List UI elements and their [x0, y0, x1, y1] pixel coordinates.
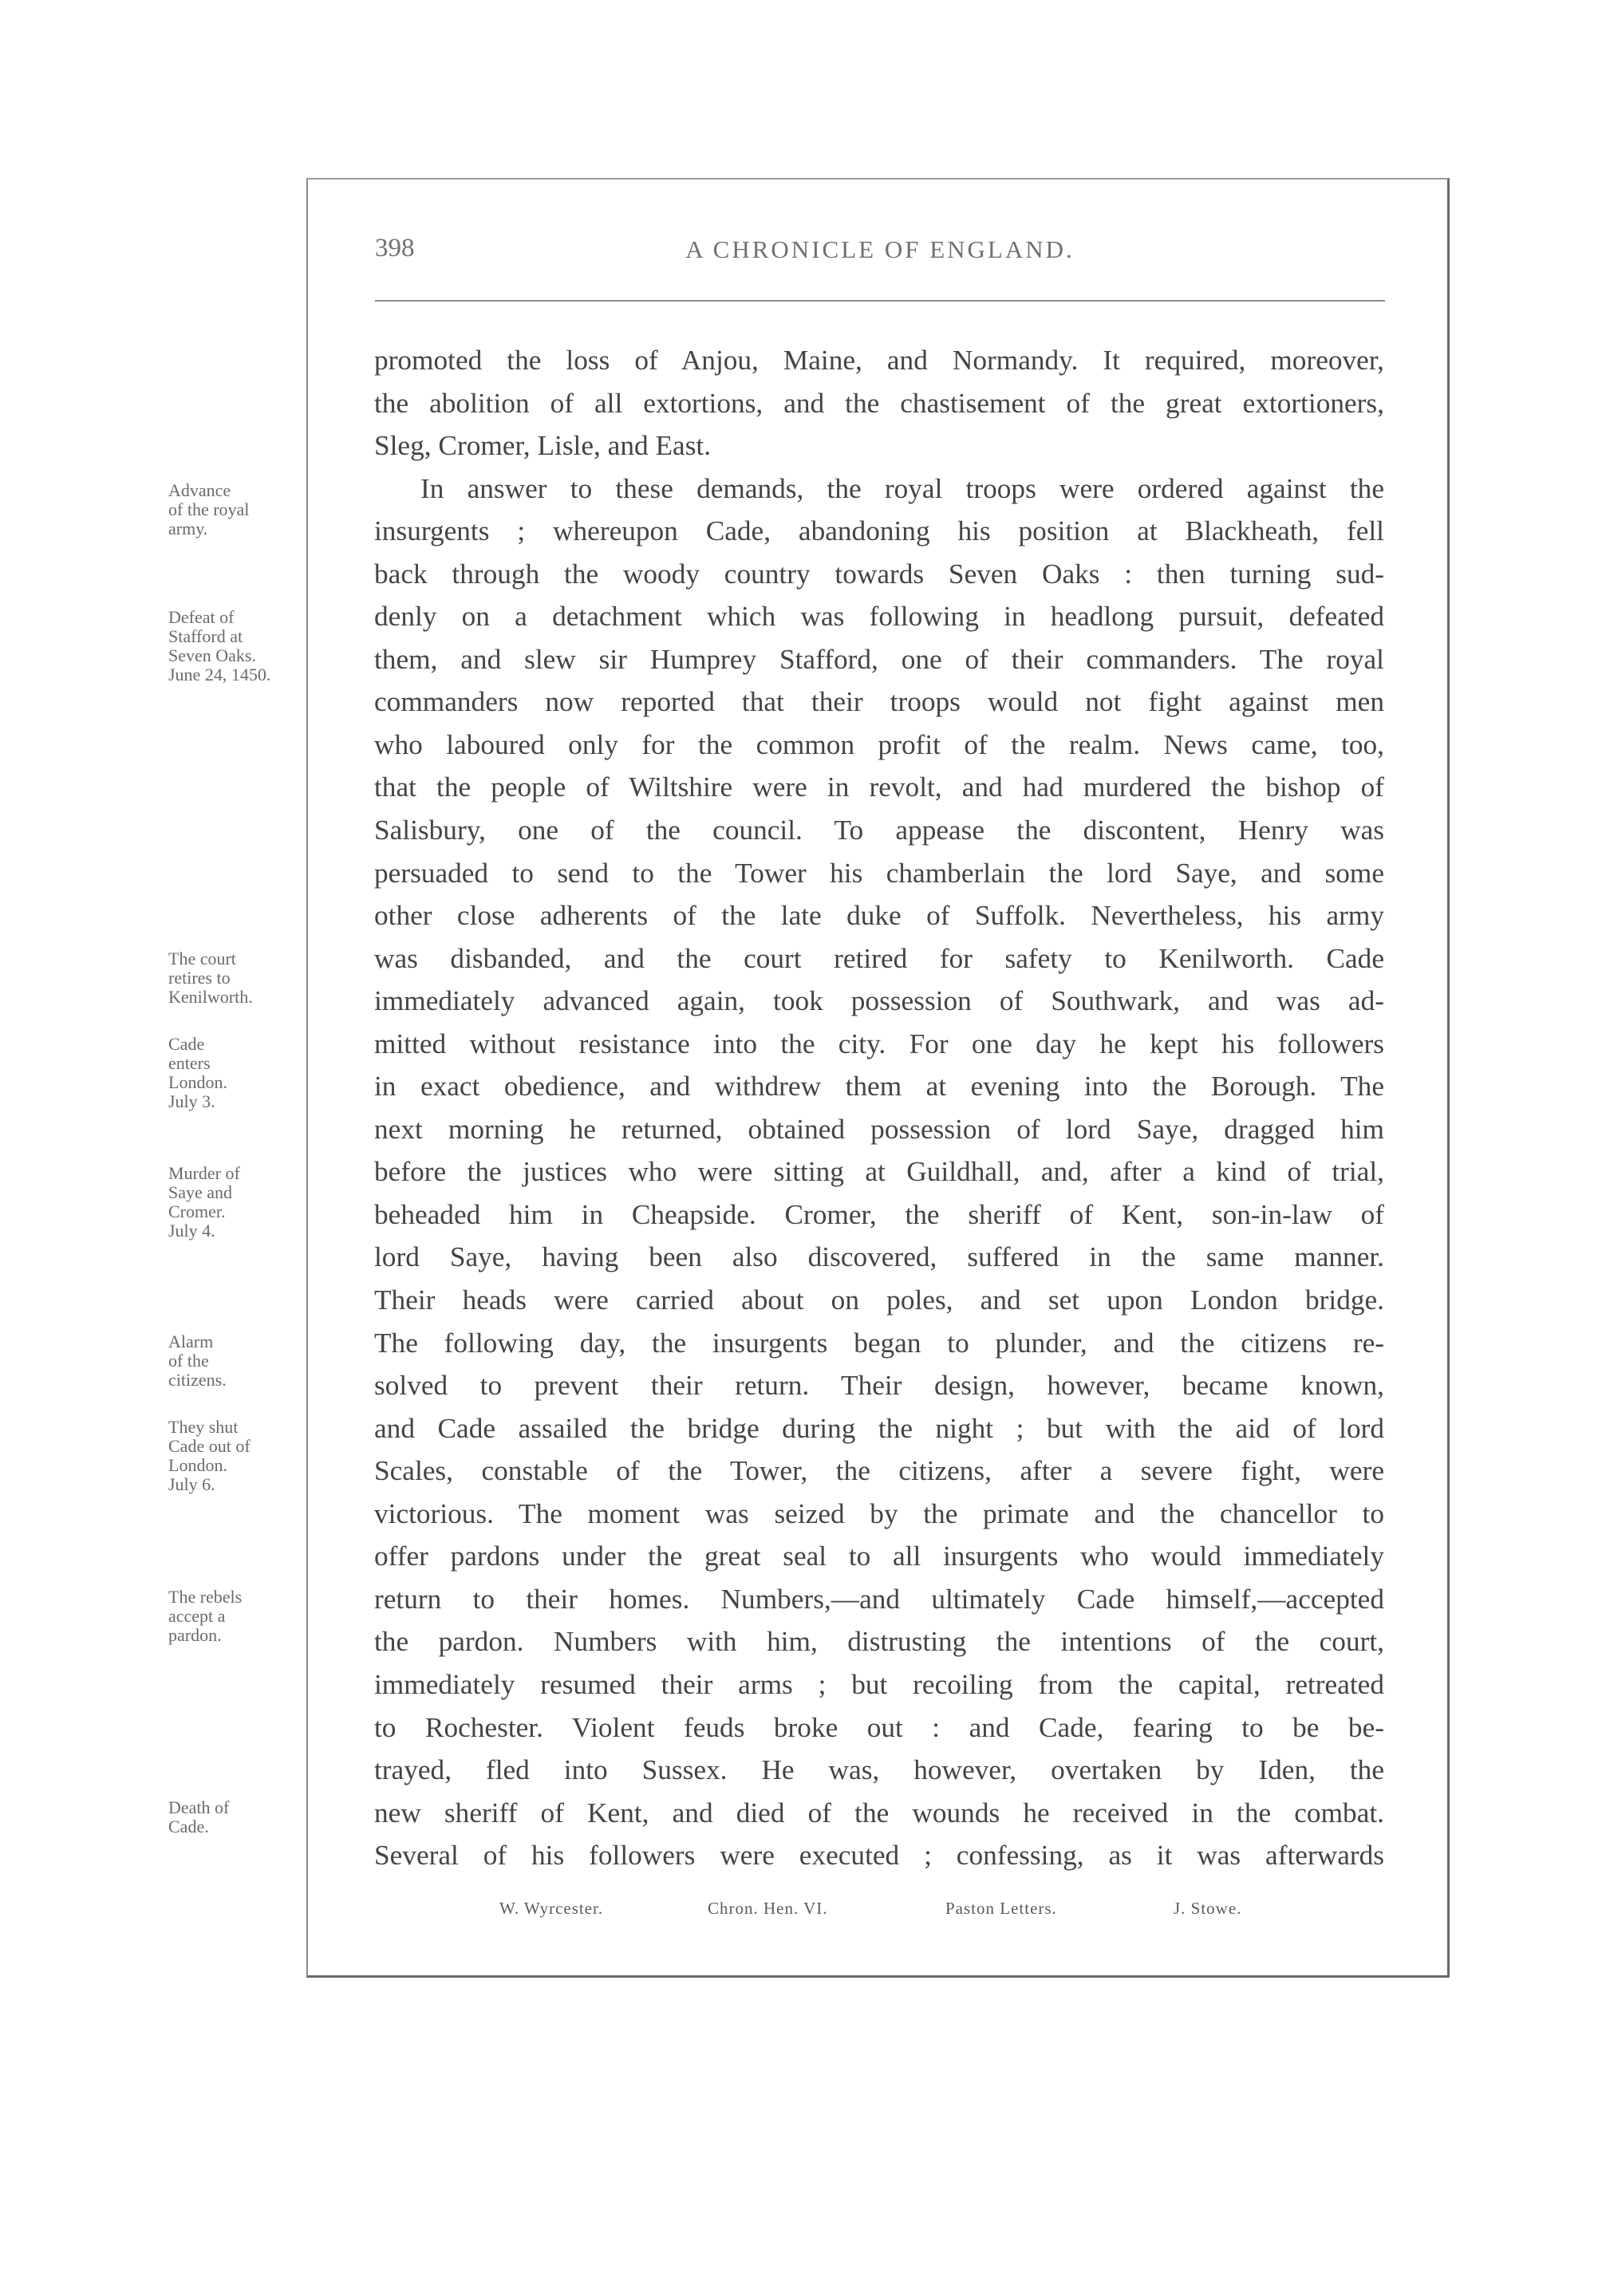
- body-line: solved to prevent their return. Their design, however, became known,: [374, 1370, 1384, 1402]
- body-line: the pardon. Numbers with him, distrusting the intentions of the court,: [374, 1626, 1384, 1658]
- margin-note-advance: Advance of the royal army.: [168, 480, 250, 538]
- body-line: lord Saye, having been also discovered, suffered in the same manner.: [374, 1241, 1384, 1273]
- body-line: other close adherents of the late duke of Suffolk. Nevertheless, his army: [374, 900, 1384, 932]
- margin-note-death-of-cade: Death of Cade.: [168, 1797, 230, 1836]
- body-line: denly on a detachment which was following in headlong pursuit, defeated: [374, 601, 1384, 633]
- body-line: to Rochester. Violent feuds broke out : and Cade, fearing to be be-: [374, 1711, 1384, 1743]
- margin-note-cade-enters-london: Cade enters London. July 3.: [168, 1034, 227, 1111]
- body-line: trayed, fled into Sussex. He was, however, overtaken by Iden, the: [374, 1754, 1384, 1786]
- body-line: victorious. The moment was seized by the primate and the chancellor to: [374, 1497, 1384, 1529]
- body-line: beheaded him in Cheapside. Cromer, the sheriff of Kent, son-in-law of: [374, 1198, 1384, 1230]
- body-line: next morning he returned, obtained possession of lord Saye, dragged him: [374, 1113, 1384, 1145]
- body-line: In answer to these demands, the royal troops were ordered against the: [420, 472, 1384, 504]
- body-line: that the people of Wiltshire were in revolt, and had murdered the bishop of: [374, 771, 1384, 803]
- source-citation: W. Wyrcester.: [499, 1899, 604, 1918]
- body-line: who laboured only for the common profit of the realm. News came, too,: [374, 728, 1384, 760]
- page-header: [375, 234, 1385, 269]
- margin-note-they-shut-cade-out: They shut Cade out of London. July 6.: [168, 1417, 251, 1494]
- body-line: commanders now reported that their troops would not fight against men: [374, 686, 1384, 718]
- body-line: new sheriff of Kent, and died of the wounds he received in the combat.: [374, 1797, 1384, 1829]
- margin-note-defeat-of-stafford: Defeat of Stafford at Seven Oaks. June 24, 1450.: [168, 607, 271, 684]
- page-number: 398: [375, 234, 415, 262]
- source-citation: Paston Letters.: [945, 1899, 1057, 1918]
- body-line: offer pardons under the great seal to all insurgents who would immediately: [374, 1541, 1384, 1572]
- margin-note-court-retires: The court retires to Kenilworth.: [168, 949, 253, 1007]
- body-line: Salisbury, one of the council. To appease the discontent, Henry was: [374, 815, 1384, 846]
- body-line: the abolition of all extortions, and the chastisement of the great extortioners,: [374, 387, 1384, 419]
- body-line: immediately resumed their arms ; but recoiling from the capital, retreated: [374, 1668, 1384, 1700]
- body-line: Sleg, Cromer, Lisle, and East.: [374, 430, 712, 462]
- body-line: was disbanded, and the court retired for safety to Kenilworth. Cade: [374, 942, 1384, 974]
- body-line: persuaded to send to the Tower his chamberlain the lord Saye, and some: [374, 857, 1384, 889]
- running-title: A CHRONICLE OF ENGLAND.: [685, 235, 1075, 263]
- body-line: Several of his followers were executed ; confessing, as it was afterwards: [374, 1840, 1384, 1872]
- source-citation: Chron. Hen. VI.: [708, 1899, 828, 1918]
- header-rule: [375, 300, 1385, 302]
- body-line: back through the woody country towards Seven Oaks : then turning sud-: [374, 558, 1384, 590]
- body-line: return to their homes. Numbers,—and ultimately Cade himself,—accepted: [374, 1583, 1384, 1615]
- body-line: Their heads were carried about on poles, and set upon London bridge.: [374, 1284, 1384, 1316]
- body-line: insurgents ; whereupon Cade, abandoning his position at Blackheath, fell: [374, 515, 1384, 547]
- source-citation: J. Stowe.: [1174, 1899, 1242, 1918]
- body-line: them, and slew sir Humprey Stafford, one of their commanders. The royal: [374, 643, 1384, 675]
- source-citations: [0, 1899, 1598, 1923]
- margin-note-rebels-accept-pardon: The rebels accept a pardon.: [168, 1587, 243, 1645]
- body-line: mitted without resistance into the city. For one day he kept his followers: [374, 1028, 1384, 1059]
- body-line: The following day, the insurgents began to plunder, and the citizens re-: [374, 1327, 1384, 1359]
- body-line: Scales, constable of the Tower, the citizens, after a severe fight, were: [374, 1455, 1384, 1487]
- body-line: in exact obedience, and withdrew them at evening into the Borough. The: [374, 1071, 1384, 1103]
- margin-note-murder-of-saye: Murder of Saye and Cromer. July 4.: [168, 1163, 240, 1241]
- body-line: immediately advanced again, took possession of Southwark, and was ad-: [374, 985, 1384, 1017]
- body-line: promoted the loss of Anjou, Maine, and Normandy. It required, moreover,: [374, 345, 1384, 376]
- body-text: [374, 339, 1384, 1877]
- body-line: before the justices who were sitting at Guildhall, and, after a kind of trial,: [374, 1156, 1384, 1188]
- margin-note-alarm-of-citizens: Alarm of the citizens.: [168, 1331, 227, 1390]
- body-line: and Cade assailed the bridge during the night ; but with the aid of lord: [374, 1412, 1384, 1444]
